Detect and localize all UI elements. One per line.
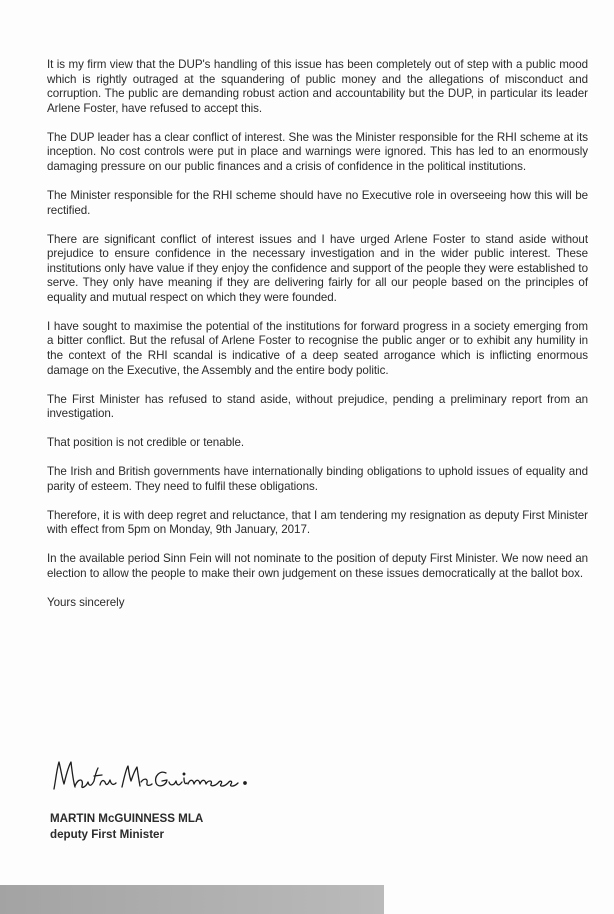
letter-body bbox=[47, 58, 588, 611]
paragraph-resignation: Therefore, it is with deep regret and reluctance, that I am tendering my resignation as deputy First Minister with effect from 5pm on Monday, 9th January, 2017. bbox=[47, 508, 588, 537]
signatory-title: deputy First Minister bbox=[50, 828, 165, 841]
paragraph-not-credible: That position is not credible or tenable. bbox=[47, 436, 245, 450]
signatory-name: MARTIN McGUINNESS MLA bbox=[50, 812, 204, 825]
paragraph-institutions: I have sought to maximise the potential of the institutions for forward progress in a society emerging from a bitter conflict. But the refusal of Arlene Foster to recognise the public anger or to exhibit any humility in the context of the RHI scandal is indicative of a deep seated arrogance which is inflicting enormous damage on the Executive, the Assembly and the entire body politic. bbox=[47, 319, 588, 377]
scan-shadow-band bbox=[0, 885, 384, 914]
paragraph-dup-handling: It is my firm view that the DUP's handling of this issue has been completely out of step with a public mood which is rightly outraged at the squandering of public money and the allegations of misconduct and corruption. The public are demanding robust action and accountability but the DUP, in particular its leader Arlene Foster, have refused to accept this. bbox=[47, 58, 588, 115]
paragraph-conflict-of-interest: The DUP leader has a clear conflict of interest. She was the Minister responsible for the RHI scheme at its inception. No cost controls were put in place and warnings were ignored. This has led to an enormously damaging pressure on our public finances and a crisis of confidence in the political institutions. bbox=[47, 130, 588, 173]
paragraph-election: In the available period Sinn Fein will not nominate to the position of deputy First Minister. We now need an election to allow the people to make their own judgement on these issues democratically at the ballot box. bbox=[47, 552, 588, 580]
paragraph-minister-role: The Minister responsible for the RHI scheme should have no Executive role in overseeing how this will be rectified. bbox=[47, 188, 588, 217]
paragraph-governments-obligations: The Irish and British governments have internationally binding obligations to uphold issues of equality and parity of esteem. They need to fulfil these obligations. bbox=[47, 465, 588, 493]
paragraph-first-minister-refusal: The First Minister has refused to stand aside, without prejudice, pending a preliminary report from an investigation. bbox=[47, 392, 588, 421]
paragraph-stand-aside: There are significant conflict of interest issues and I have urged Arlene Foster to stand aside without prejudice to ensure confidence in the necessary investigation and in the wider public interest. These institutions only have value if they enjoy the confidence and support of the people they were established to serve. They only have meaning if they are delivering fairly for all our people based on the principles of equality and mutual respect on which they were founded. bbox=[47, 232, 588, 304]
closing-salutation: Yours sincerely bbox=[47, 595, 125, 609]
handwritten-signature bbox=[48, 756, 258, 796]
